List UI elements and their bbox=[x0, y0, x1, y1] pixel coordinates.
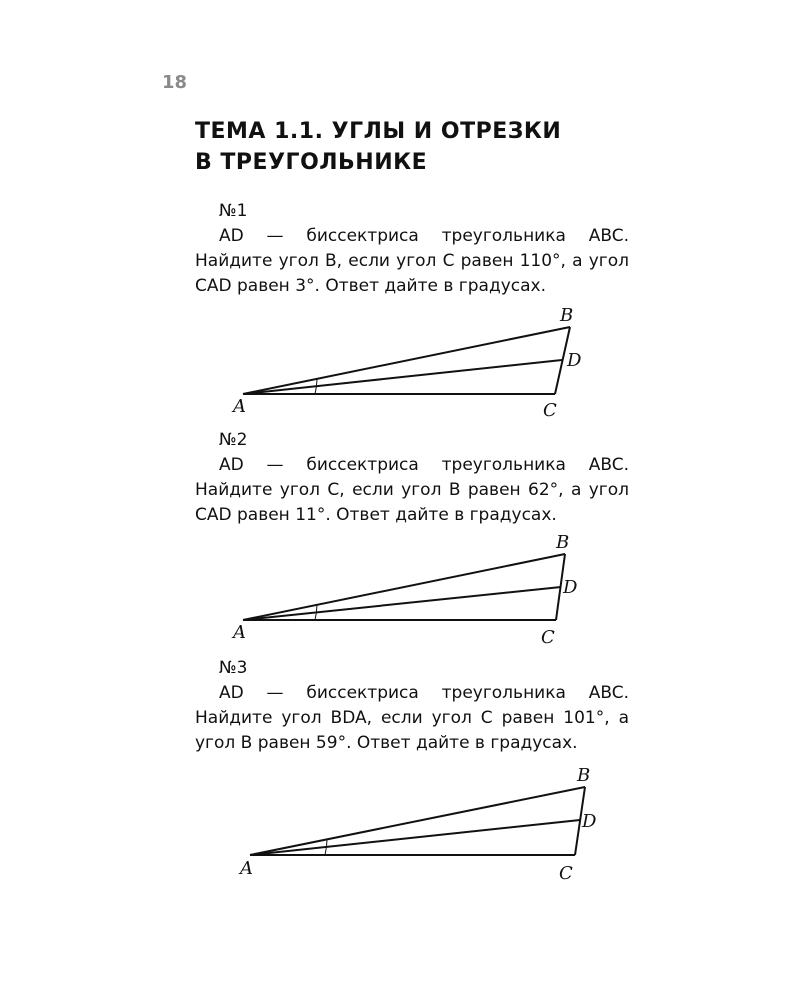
label-d: D bbox=[563, 577, 578, 598]
problem-number: №2 bbox=[219, 430, 248, 450]
label-c: C bbox=[543, 400, 557, 421]
bisector-ad bbox=[250, 820, 580, 855]
problem-1 bbox=[195, 199, 629, 299]
problem-2 bbox=[195, 428, 629, 528]
problem-number: №1 bbox=[219, 201, 248, 221]
triangle-figure-3 bbox=[225, 760, 615, 890]
page-number: 18 bbox=[162, 72, 188, 93]
label-c: C bbox=[559, 863, 573, 884]
label-a: A bbox=[233, 622, 246, 643]
page-title bbox=[195, 116, 655, 178]
side-ab bbox=[250, 787, 585, 855]
bisector-ad bbox=[243, 587, 561, 620]
triangle-figure-2 bbox=[225, 530, 605, 655]
problem-3 bbox=[195, 656, 629, 756]
label-b: B bbox=[556, 532, 570, 553]
title-line-1: ТЕМА 1.1. УГЛЫ И ОТРЕЗКИ bbox=[195, 119, 562, 144]
bisector-ad bbox=[243, 360, 562, 394]
label-b: B bbox=[577, 765, 591, 786]
label-c: C bbox=[541, 627, 555, 648]
problem-text: AD — биссектриса треугольника ABC. Найдите угол BDA, если угол C равен 101°, а угол B равен 59°. Ответ дайте в градусах. bbox=[195, 683, 629, 753]
problem-text: AD — биссектриса треугольника ABC. Найдите угол B, если угол C равен 110°, а угол CAD равен 3°. Ответ дайте в градусах. bbox=[195, 226, 629, 296]
label-b: B bbox=[560, 305, 574, 326]
title-line-2: В ТРЕУГОЛЬНИКЕ bbox=[195, 150, 428, 175]
problem-number: №3 bbox=[219, 658, 248, 678]
problem-text: AD — биссектриса треугольника ABC. Найдите угол C, если угол B равен 62°, а угол CAD равен 11°. Ответ дайте в градусах. bbox=[195, 455, 629, 525]
label-a: A bbox=[240, 858, 253, 879]
label-a: A bbox=[233, 396, 246, 417]
triangle-figure-1 bbox=[225, 300, 605, 425]
label-d: D bbox=[582, 811, 597, 832]
label-d: D bbox=[567, 350, 582, 371]
side-ab bbox=[243, 554, 565, 620]
side-ab bbox=[243, 327, 570, 394]
